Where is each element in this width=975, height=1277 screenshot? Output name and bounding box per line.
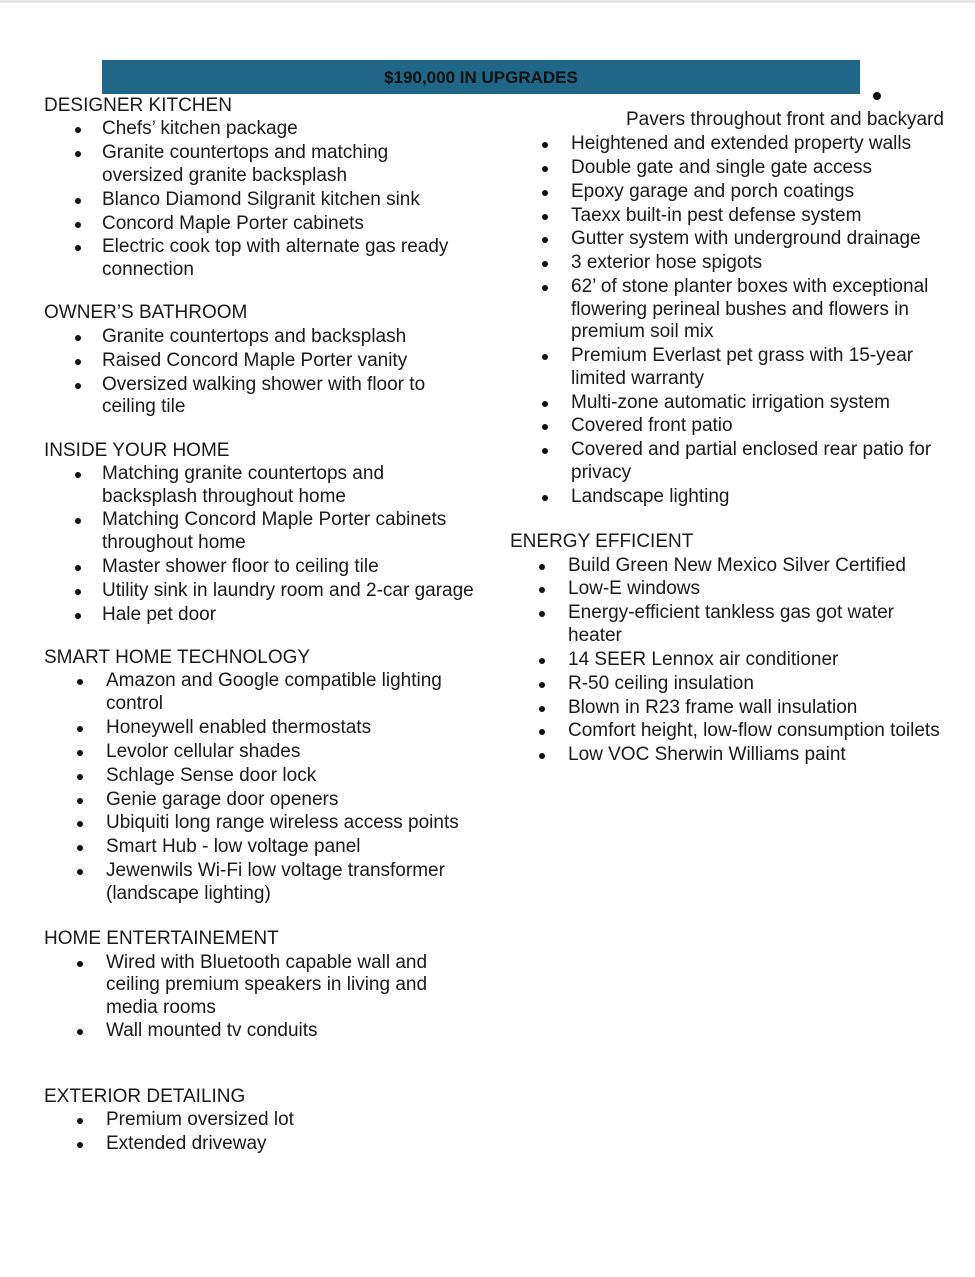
list-item: Chefs’ kitchen package (44, 118, 474, 141)
list-item: Master shower floor to ceiling tile (44, 556, 474, 579)
feature-list (44, 463, 474, 626)
list-item: Hale pet door (44, 604, 474, 627)
list-item: Genie garage door openers (44, 789, 474, 812)
list-item: Taexx built-in pest defense system (510, 205, 950, 228)
section-energy-efficient (510, 531, 950, 767)
list-item: 62’ of stone planter boxes with exceptional flowering perineal bushes and flowers in premium soil mix (510, 276, 950, 344)
section-heading: HOME ENTERTAINEMENT (44, 928, 279, 950)
feature-list (44, 952, 474, 1043)
section-owners-bathroom (44, 302, 474, 418)
list-item: Energy-efficient tankless gas got water heater (510, 602, 950, 647)
list-item: Granite countertops and matching oversized granite backsplash (44, 142, 474, 187)
list-item: Low VOC Sherwin Williams paint (510, 744, 950, 767)
feature-list (44, 670, 474, 905)
section-exterior-detailing-continued (510, 109, 950, 508)
list-item: Schlage Sense door lock (44, 765, 474, 788)
list-item: Covered front patio (510, 415, 950, 438)
list-item: Matching granite countertops and backsplash throughout home (44, 463, 474, 508)
list-item: Smart Hub - low voltage panel (44, 836, 474, 859)
section-designer-kitchen (44, 95, 474, 281)
list-item: Jewenwils Wi-Fi low voltage transformer (landscape lighting) (44, 860, 474, 905)
list-item: Landscape lighting (510, 486, 950, 509)
list-item-continued: Pavers throughout front and backyard (626, 109, 944, 130)
list-item: Epoxy garage and porch coatings (510, 181, 950, 204)
list-item: Gutter system with underground drainage (510, 228, 950, 251)
list-item: R-50 ceiling insulation (510, 673, 950, 696)
list-item: Blown in R23 frame wall insulation (510, 697, 950, 720)
list-item: 14 SEER Lennox air conditioner (510, 649, 950, 672)
section-exterior-detailing (44, 1086, 474, 1156)
list-item: 3 exterior hose spigots (510, 252, 950, 275)
list-item: Raised Concord Maple Porter vanity (44, 350, 474, 373)
section-heading: EXTERIOR DETAILING (44, 1085, 246, 1107)
list-item: Build Green New Mexico Silver Certified (510, 555, 950, 578)
list-item: Matching Concord Maple Porter cabinets throughout home (44, 509, 474, 554)
list-item: Multi-zone automatic irrigation system (510, 392, 950, 415)
list-item: Ubiquiti long range wireless access points (44, 812, 474, 835)
list-item: Premium Everlast pet grass with 15-year limited warranty (510, 345, 950, 390)
list-item: Concord Maple Porter cabinets (44, 213, 474, 236)
section-heading: SMART HOME TECHNOLOGY (44, 647, 311, 669)
feature-list (510, 133, 950, 508)
section-home-entertainment (44, 928, 474, 1043)
bullet-dot (873, 92, 881, 100)
section-heading: INSIDE YOUR HOME (44, 439, 230, 461)
section-heading: OWNER’S BATHROOM (44, 302, 248, 324)
list-item: Low-E windows (510, 578, 950, 601)
list-item: Amazon and Google compatible lighting control (44, 670, 474, 715)
right-column (510, 109, 950, 767)
list-item: Granite countertops and backsplash (44, 326, 474, 349)
section-inside-your-home (44, 440, 474, 626)
feature-list (510, 555, 950, 767)
upgrades-banner: $190,000 IN UPGRADES (102, 60, 860, 94)
list-item: Electric cook top with alternate gas ready connection (44, 236, 474, 281)
list-item: Wall mounted tv conduits (44, 1020, 474, 1043)
list-item: Heightened and extended property walls (510, 133, 950, 156)
list-item: Double gate and single gate access (510, 157, 950, 180)
list-item: Wired with Bluetooth capable wall and ceiling premium speakers in living and media rooms (44, 952, 474, 1020)
list-item: Blanco Diamond Silgranit kitchen sink (44, 189, 474, 212)
feature-list (44, 326, 474, 419)
left-column (44, 95, 474, 1156)
list-item: Comfort height, low-flow consumption toilets (510, 720, 950, 743)
list-item: Extended driveway (44, 1133, 474, 1156)
list-item: Covered and partial enclosed rear patio for privacy (510, 439, 950, 484)
section-smart-home-technology (44, 647, 474, 905)
top-border (0, 0, 975, 3)
section-heading: ENERGY EFFICIENT (510, 531, 694, 553)
feature-list (44, 1109, 474, 1155)
list-item: Honeywell enabled thermostats (44, 717, 474, 740)
list-item: Levolor cellular shades (44, 741, 474, 764)
list-item: Premium oversized lot (44, 1109, 474, 1132)
section-heading: DESIGNER KITCHEN (44, 95, 232, 116)
feature-list (44, 118, 474, 281)
list-item: Utility sink in laundry room and 2-car garage (44, 580, 474, 603)
list-item: Oversized walking shower with floor to ceiling tile (44, 374, 474, 419)
